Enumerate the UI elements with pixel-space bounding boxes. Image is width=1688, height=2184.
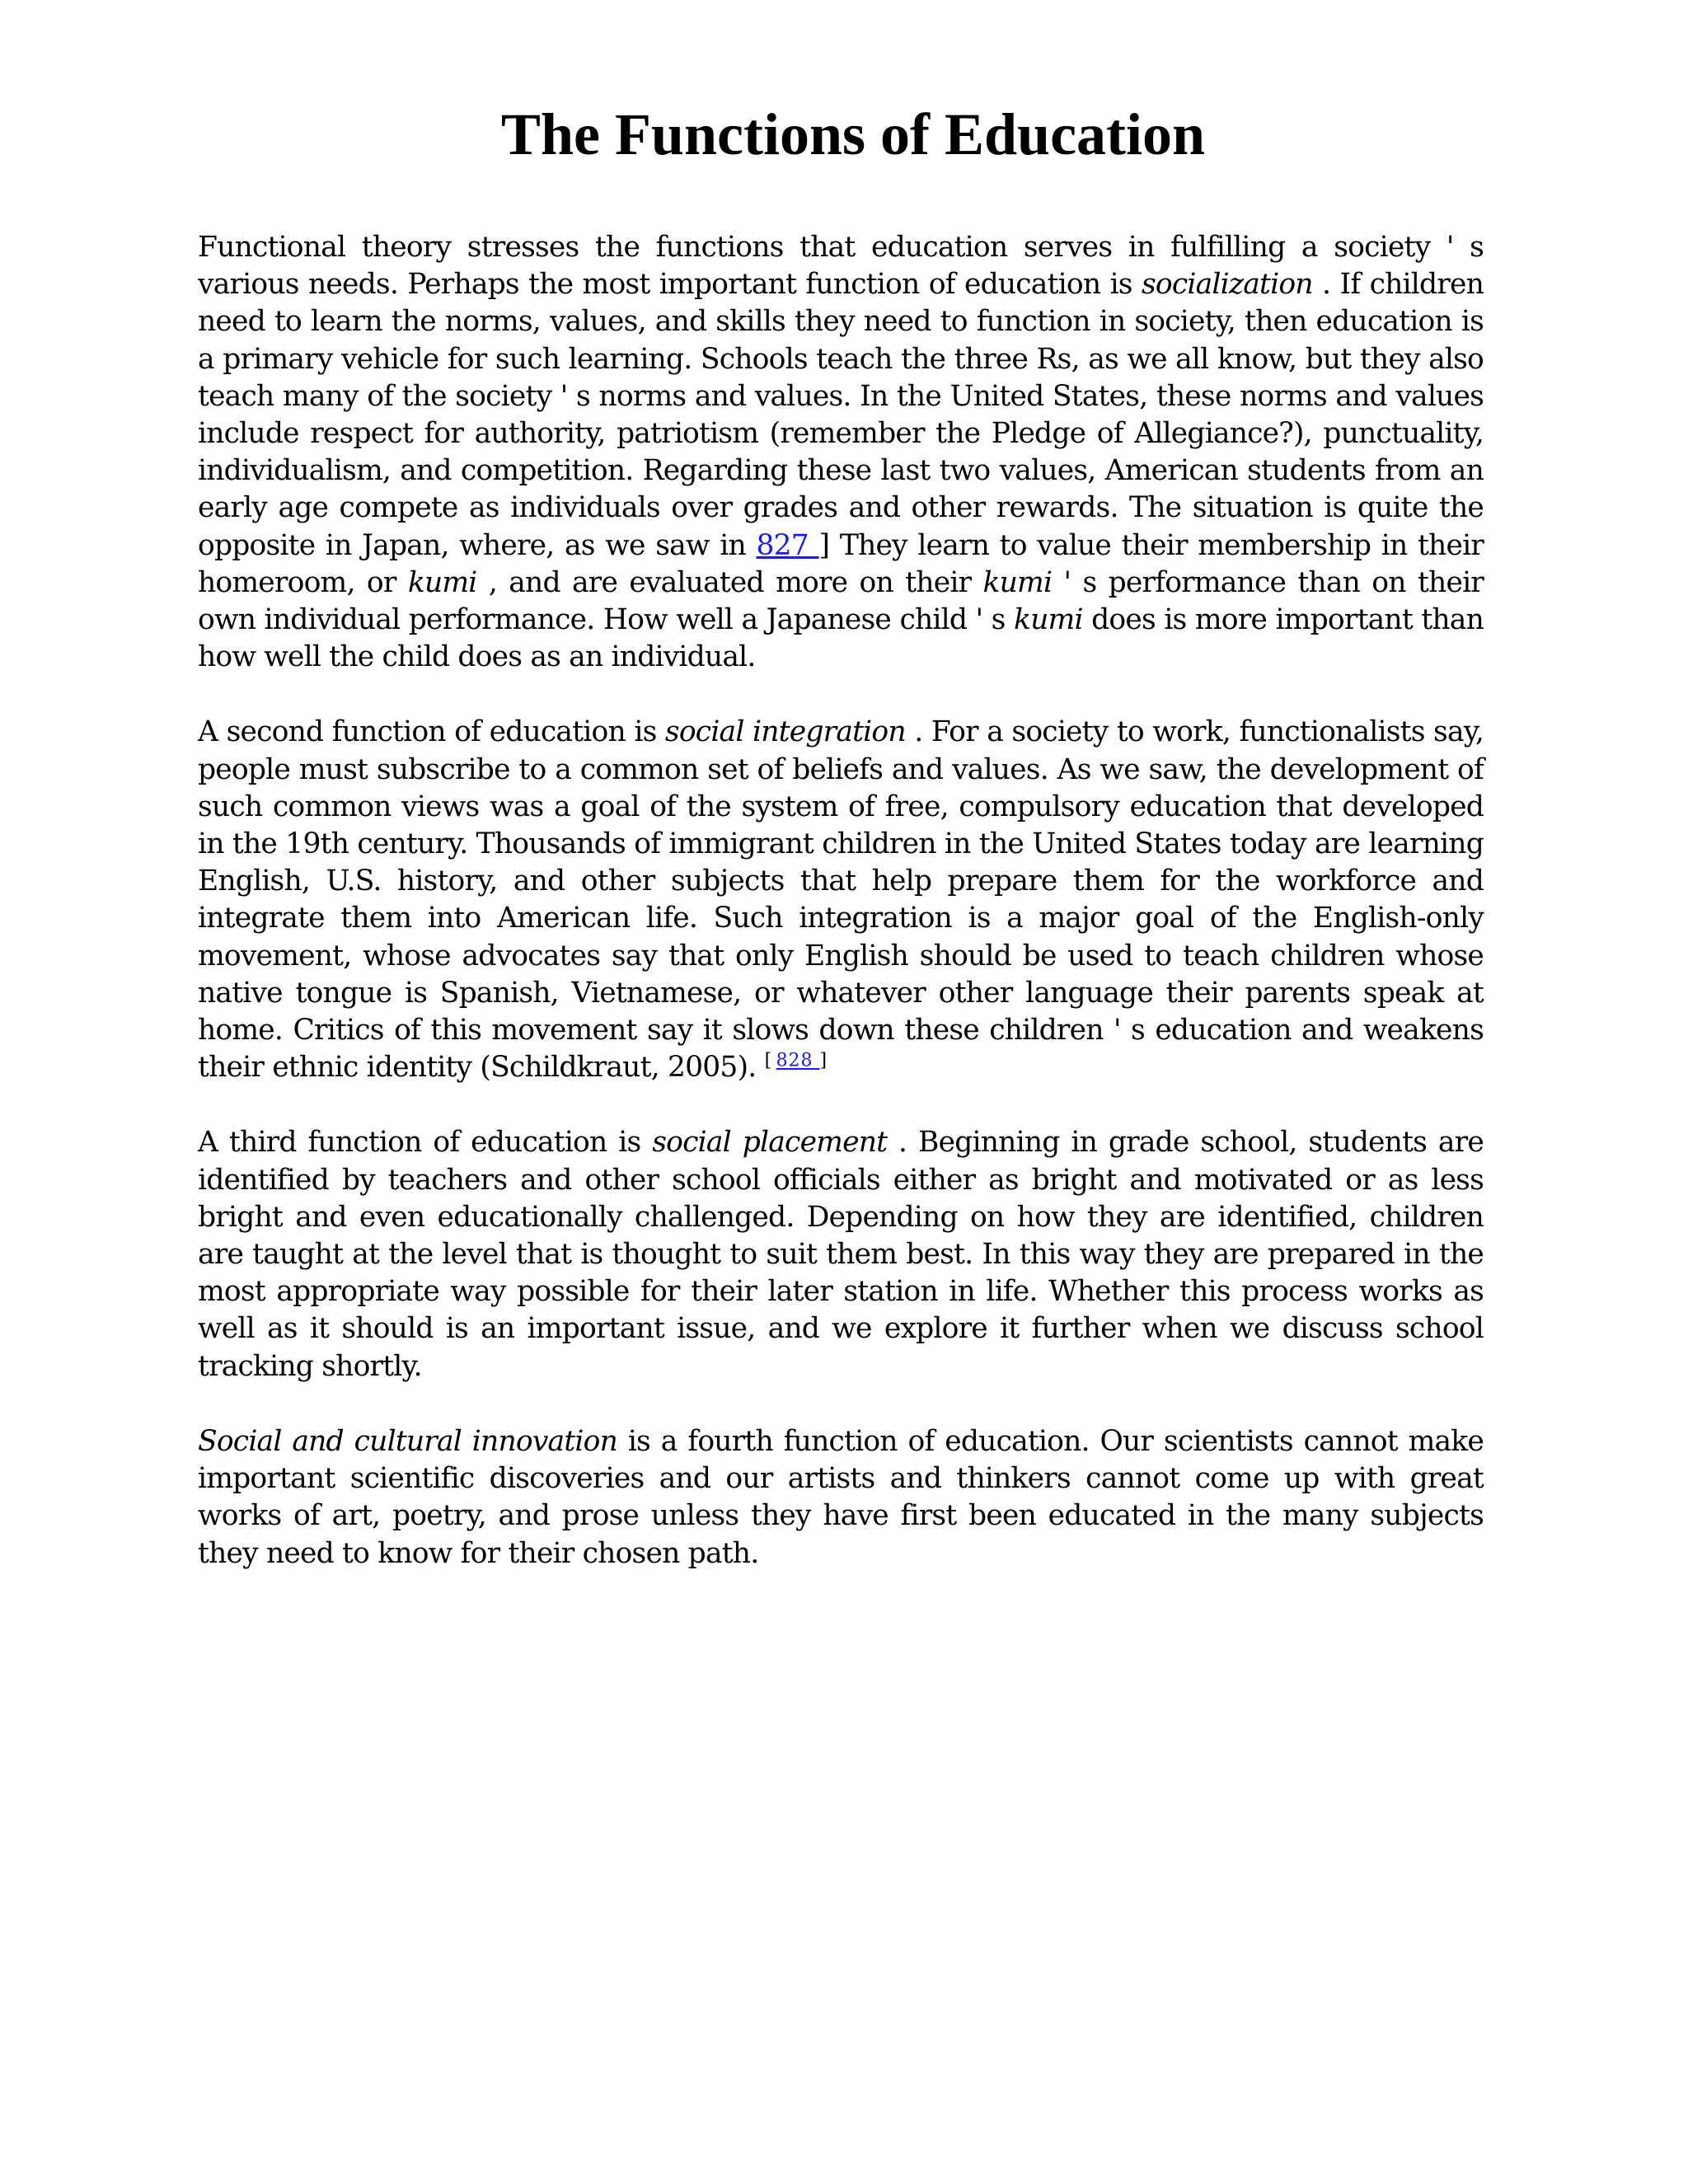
paragraph-socialization [198, 229, 1484, 676]
footnote-link-827[interactable]: 827 [756, 528, 819, 562]
paragraph-social-placement [198, 1124, 1484, 1385]
key-term-social-placement: social placement [652, 1126, 888, 1160]
footnote-bracket: ] [818, 528, 830, 562]
footnote-link-828[interactable]: 828 [776, 1050, 820, 1071]
key-term-socialization: socialization [1142, 268, 1313, 302]
paragraph-text: , and are evaluated more on their [476, 565, 983, 599]
document-page [198, 97, 1484, 1610]
paragraph-innovation [198, 1423, 1484, 1572]
key-term-social-integration: social integration [664, 715, 906, 749]
page-title: The Functions of Education [500, 101, 1206, 167]
footnote-bracket: ] [819, 1050, 827, 1071]
paragraph-text: A second function of education is [198, 715, 665, 749]
paragraph-text: Functional theory stresses the functions that education serves in fulfilling a society ' s various needs. Perhaps the most important function of education is [198, 231, 1484, 302]
paragraph-text: . For a society to work, functionalists say, people must subscribe to a common set of beliefs and values. As we saw, the development of such common views was a goal of the system of free, compulsory education that developed in the 19th century. Thousands of immigrant children in the United States today are learning English, U.S. history, and other subjects that help prepare them for the workforce and integrate them into American life. Such integration is a major goal of the English-only movement, whose advocates say that only English should be used to teach children whose native tongue is Spanish, Vietnamese, or whatever other language their parents speak at home. Critics of this movement say it slows down these children ' s education and weakens their ethnic identity (Schildkraut, 2005). [198, 715, 1484, 1085]
paragraph-text: does is more important than how well the child does as an individual. [198, 603, 1484, 674]
footnote-reference [765, 1051, 827, 1071]
key-term-kumi: kumi [407, 565, 477, 599]
key-term-kumi: kumi [982, 565, 1053, 599]
paragraph-text: ' s performance than on their own individual performance. How well a Japanese child ' s [198, 565, 1484, 637]
paragraph-text: is a fourth function of education. Our scientists cannot make important scientific discoveries and our artists and thinkers cannot come up with great works of art, poetry, and prose unless they have first been educated in the many subjects they need to know for their chosen path. [198, 1424, 1484, 1570]
footnote-bracket: [ [764, 1050, 776, 1071]
paragraph-social-integration [198, 714, 1484, 1086]
paragraph-text: They learn to value their membership in their homeroom, or [198, 528, 1484, 599]
paragraph-text: A third function of education is [198, 1126, 653, 1160]
key-term-kumi: kumi [1014, 603, 1083, 637]
paragraph-text: . If children need to learn the norms, values, and skills they need to function in society, then education is a primary vehicle for such learning. Schools teach the three Rs, as we all know, but they also teach many of the society ' s norms and values. In the United States, these norms and values include respect for authority, patriotism (remember the Pledge of Allegiance?), punctuality, individualism, and competition. Regarding these last two values, American students from an early age compete as individuals over grades and other rewards. The situation is quite the opposite in Japan, where, as we saw in [198, 268, 1484, 562]
key-term-innovation: Social and cultural innovation [198, 1424, 618, 1458]
paragraph-text: . Beginning in grade school, students are identified by teachers and other school officials either as bright and motivated or as less bright and even educationally challenged. Depending on how they are identified, children are taught at the level that is thought to suit them best. In this way they are prepared in the most appropriate way possible for their later station in life. Whether this process works as well as it should is an important issue, and we explore it further when we discuss school tracking shortly. [198, 1126, 1484, 1383]
